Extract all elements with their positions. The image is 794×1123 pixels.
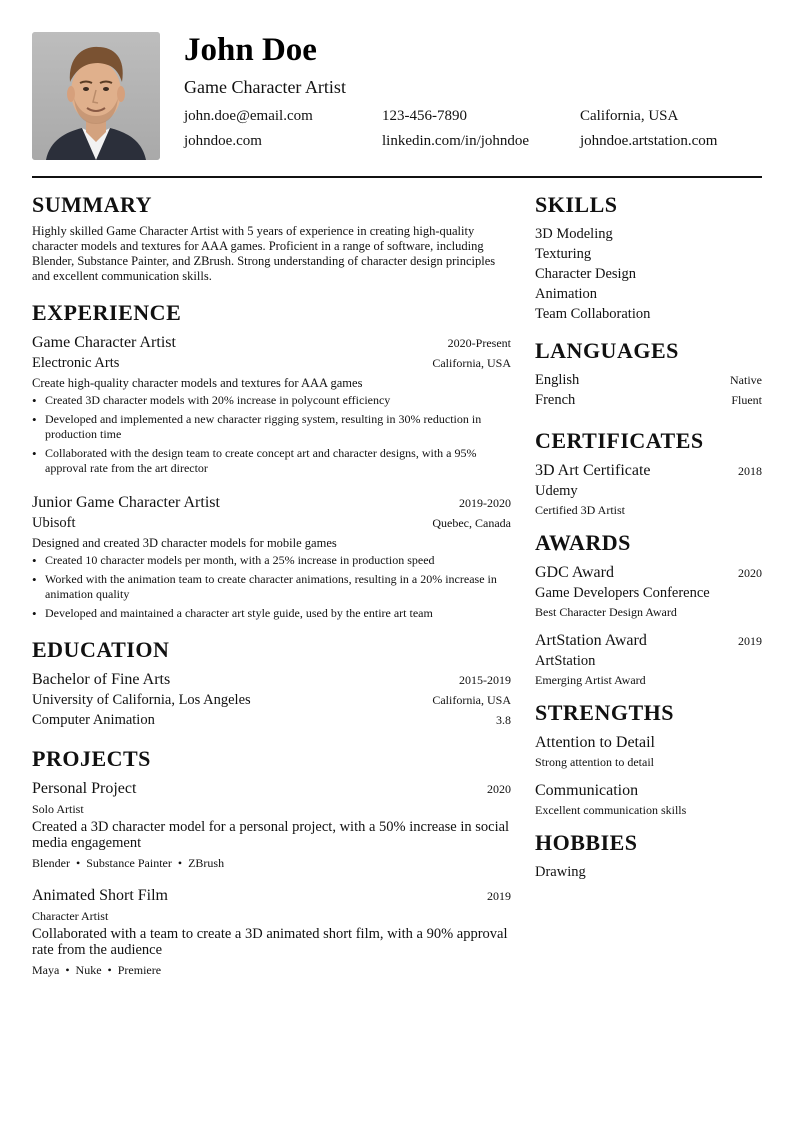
list-item: • Worked with the animation team to create character animations, resulting in a 20% increase in animation quality: [32, 572, 511, 602]
header-divider: [32, 176, 762, 178]
experience-item: [32, 492, 511, 621]
project-item: [32, 778, 511, 871]
email-link[interactable]: john.doe@email.com: [184, 108, 313, 124]
section-title: EDUCATION: [32, 637, 170, 662]
strength-item: [535, 780, 762, 818]
hobby-item: Drawing: [535, 864, 586, 880]
award-year: 2019: [738, 634, 762, 648]
awards-section: [535, 530, 762, 688]
skill-item: Team Collaboration: [535, 306, 651, 322]
award-item: [535, 630, 762, 688]
certificate-year: 2018: [738, 464, 762, 478]
award-org: Game Developers Conference: [535, 585, 710, 601]
location: California, USA: [580, 108, 679, 124]
skill-item: 3D Modeling: [535, 226, 613, 242]
tool-tag: Nuke: [75, 963, 102, 977]
hobbies-section: [535, 830, 762, 882]
header-text: [184, 32, 762, 151]
certificates-section: [535, 428, 762, 518]
project-name: Animated Short Film: [32, 887, 168, 904]
project-year: 2020: [487, 782, 511, 796]
project-description: Collaborated with a team to create a 3D animated short film, with a 90% approval rate from the audience: [32, 926, 508, 958]
award-org: ArtStation: [535, 653, 596, 669]
language-name: English: [535, 372, 580, 388]
language-level: Native: [730, 373, 762, 387]
project-year: 2019: [487, 889, 511, 903]
strength-name: Communication: [535, 782, 639, 799]
job-title: Junior Game Character Artist: [32, 494, 220, 511]
job-dates: 2020-Present: [447, 336, 511, 350]
list-item: • Created 10 character models per month, with a 25% increase in production speed: [32, 553, 511, 568]
project-role: Solo Artist: [32, 802, 84, 816]
education-dates: 2015-2019: [459, 673, 511, 687]
section-title: HOBBIES: [535, 830, 638, 855]
tool-tag: Substance Painter: [86, 856, 172, 870]
tool-tag: ZBrush: [188, 856, 225, 870]
list-item: • Created 3D character models with 20% increase in polycount efficiency: [32, 393, 511, 408]
project-item: [32, 885, 511, 978]
section-title: PROJECTS: [32, 746, 151, 771]
job-bullets: [32, 553, 511, 621]
job-location: Quebec, Canada: [432, 516, 511, 530]
certificate-name: 3D Art Certificate: [535, 462, 651, 479]
summary-text: Highly skilled Game Character Artist with 5 years of experience in creating high-quality character models and textures for AAA games. Proficient in a range of software, including Blender, Substance Painter, and ZBrush. Strong understanding of character design principles and excellent communication skills.: [32, 224, 496, 283]
award-detail: Best Character Design Award: [535, 605, 677, 619]
project-name: Personal Project: [32, 780, 137, 797]
section-title: CERTIFICATES: [535, 428, 704, 453]
gpa: 3.8: [496, 713, 511, 727]
company-name: Electronic Arts: [32, 355, 120, 371]
company-name: Ubisoft: [32, 515, 76, 531]
school-location: California, USA: [432, 693, 511, 707]
section-title: STRENGTHS: [535, 700, 674, 725]
award-item: [535, 562, 762, 620]
job-location: California, USA: [432, 356, 511, 370]
skill-item: Animation: [535, 286, 598, 302]
job-description: Designed and created 3D character models for mobile games: [32, 536, 337, 550]
linkedin-link[interactable]: linkedin.com/in/johndoe: [382, 133, 530, 149]
award-detail: Emerging Artist Award: [535, 673, 646, 687]
phone-number: 123-456-7890: [382, 108, 467, 124]
right-column: [535, 192, 762, 882]
award-name: ArtStation Award: [535, 632, 647, 649]
project-tools: Maya • Nuke • Premiere: [32, 963, 162, 977]
candidate-name: John Doe: [184, 32, 317, 68]
award-name: GDC Award: [535, 564, 614, 581]
section-title: AWARDS: [535, 530, 631, 555]
language-name: French: [535, 392, 576, 408]
education-section: [32, 637, 511, 730]
languages-section: [535, 338, 762, 410]
skill-item: Character Design: [535, 266, 637, 282]
skill-item: Texturing: [535, 246, 592, 262]
experience-item: [32, 332, 511, 476]
language-level: Fluent: [731, 393, 762, 407]
school-name: University of California, Los Angeles: [32, 692, 251, 708]
experience-section: [32, 300, 511, 621]
artstation-link[interactable]: johndoe.artstation.com: [580, 133, 718, 149]
tool-tag: Maya: [32, 963, 60, 977]
strength-item: [535, 732, 762, 770]
candidate-title: Game Character Artist: [184, 77, 346, 97]
certificate-issuer: Udemy: [535, 483, 578, 499]
skills-section: [535, 192, 762, 324]
profile-photo: [32, 32, 160, 160]
section-title: SUMMARY: [32, 192, 153, 217]
left-column: [32, 192, 511, 978]
certificate-detail: Certified 3D Artist: [535, 503, 625, 517]
projects-section: [32, 746, 511, 978]
strength-detail: Excellent communication skills: [535, 803, 687, 817]
job-title: Game Character Artist: [32, 334, 176, 351]
section-title: EXPERIENCE: [32, 300, 182, 325]
section-title: SKILLS: [535, 192, 618, 217]
project-role: Character Artist: [32, 909, 109, 923]
award-year: 2020: [738, 566, 762, 580]
project-tools: Blender • Substance Painter • ZBrush: [32, 856, 225, 870]
tool-tag: Premiere: [117, 963, 162, 977]
website-link[interactable]: johndoe.com: [184, 133, 262, 149]
degree-name: Bachelor of Fine Arts: [32, 671, 171, 688]
summary-section: [32, 192, 511, 284]
job-description: Create high-quality character models and textures for AAA games: [32, 376, 363, 390]
job-dates: 2019-2020: [459, 496, 511, 510]
list-item: • Developed and maintained a character art style guide, used by the entire art team: [32, 606, 511, 621]
job-bullets: [32, 393, 511, 476]
list-item: • Developed and implemented a new character rigging system, resulting in 30% reduction in production time: [32, 412, 511, 442]
list-item: • Collaborated with the design team to create concept art and character designs, with a 95% approval rate from the art director: [32, 446, 511, 476]
strengths-section: [535, 700, 762, 818]
section-title: LANGUAGES: [535, 338, 679, 363]
field-of-study: Computer Animation: [32, 712, 155, 728]
project-description: Created a 3D character model for a personal project, with a 50% increase in social media engagement: [32, 819, 510, 851]
resume-header: [32, 32, 762, 160]
contact-grid: [184, 107, 762, 151]
strength-name: Attention to Detail: [535, 734, 655, 751]
tool-tag: Blender: [32, 856, 70, 870]
strength-detail: Strong attention to detail: [535, 755, 654, 769]
avatar-portrait-icon: [32, 32, 160, 160]
